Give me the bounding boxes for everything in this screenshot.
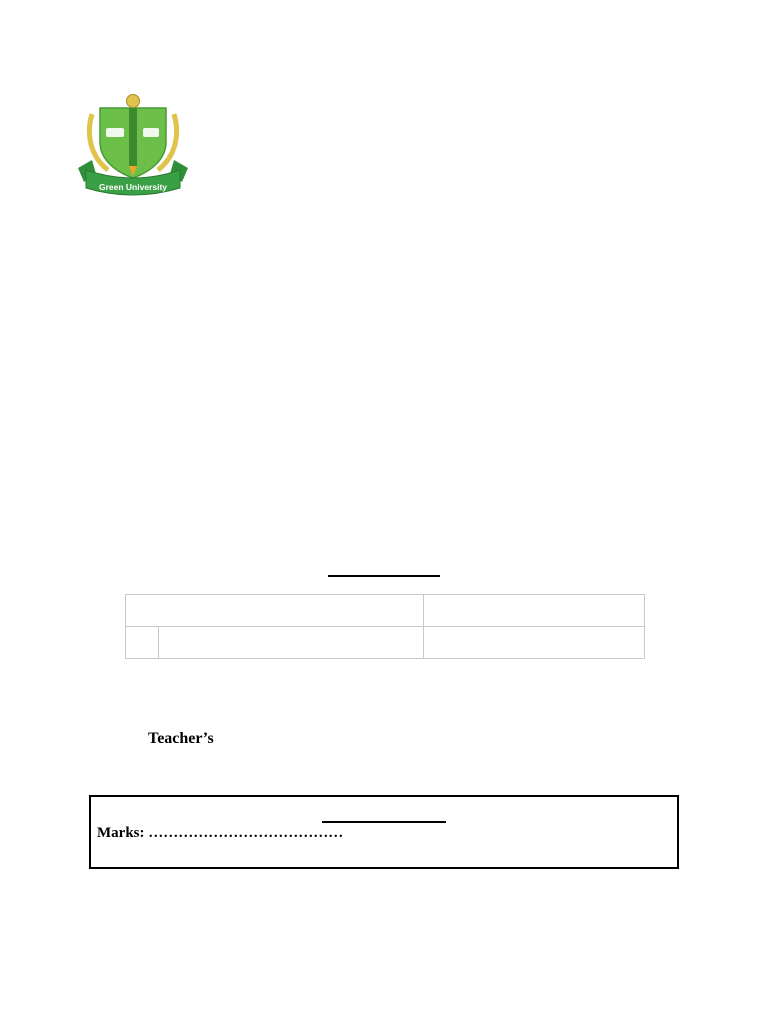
info-table bbox=[125, 594, 645, 659]
table-row bbox=[126, 595, 645, 627]
table-cell bbox=[424, 627, 645, 659]
table-cell bbox=[159, 627, 424, 659]
table-cell bbox=[126, 595, 424, 627]
table-cell bbox=[126, 627, 159, 659]
teacher-label: Teacher’s bbox=[148, 730, 214, 747]
university-logo bbox=[76, 94, 190, 198]
marks-line bbox=[97, 825, 343, 842]
marks-dots: ………………………………… bbox=[148, 825, 344, 841]
section-heading-underline bbox=[328, 575, 440, 577]
green-university-logo-icon bbox=[76, 94, 190, 198]
table-row bbox=[126, 627, 645, 659]
marks-heading-underline bbox=[322, 821, 446, 823]
table-cell bbox=[424, 595, 645, 627]
marks-box bbox=[89, 795, 679, 869]
marks-label: Marks: bbox=[97, 825, 145, 841]
logo-banner-text: Green University bbox=[98, 182, 168, 192]
